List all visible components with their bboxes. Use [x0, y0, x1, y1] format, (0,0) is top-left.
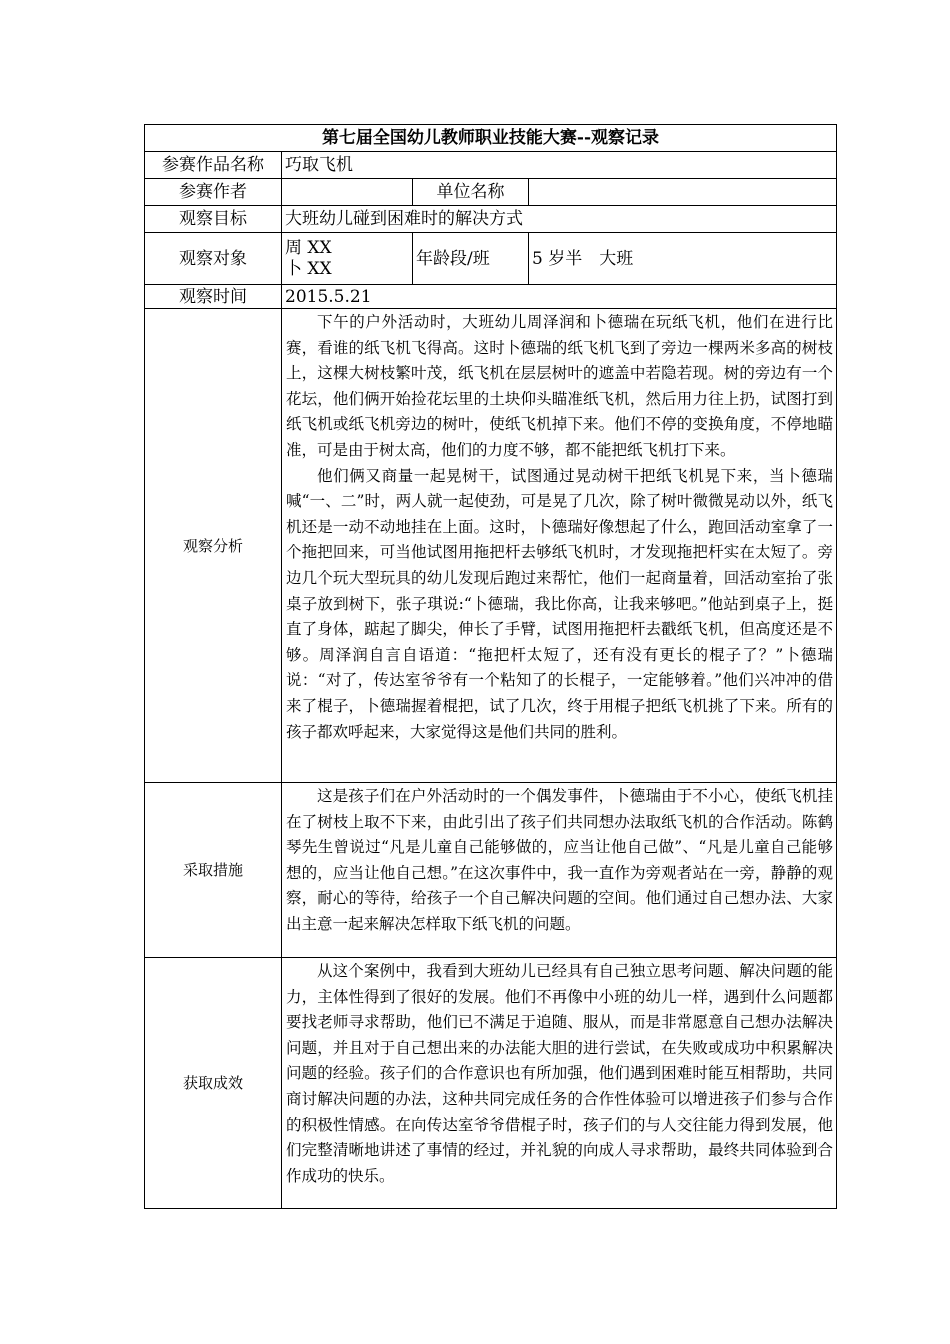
goal-row	[145, 206, 837, 233]
results-body	[282, 958, 837, 1209]
unit-label: 单位名称	[413, 179, 529, 206]
work-name-value: 巧取飞机	[282, 152, 837, 179]
goal-label: 观察目标	[145, 206, 282, 233]
subject-names	[282, 233, 413, 285]
observation-record-table	[144, 124, 837, 1209]
title-row	[145, 125, 837, 152]
measures-paragraph: 这是孩子们在户外活动时的一个偶发事件，卜德瑞由于不小心，使纸飞机挂在了树枝上取不下来，由此引出了孩子们共同想办法取纸飞机的合作活动。陈鹤琴先生曾说过“凡是儿童自己能够做的，应当让他自己做”、“凡是儿童自己能够想的，应当让他自己想。”在这次事件中，我一直作为旁观者站在一旁，静静的观察，耐心的等待，给孩子一个自己解决问题的空间。他们通过自己想办法、大家出主意一起来解决怎样取下纸飞机的问题。	[286, 787, 833, 933]
analysis-paragraph: 下午的户外活动时，大班幼儿周泽润和卜德瑞在玩纸飞机，他们在进行比赛，看谁的纸飞机飞得高。这时卜德瑞的纸飞机飞到了旁边一棵两米多高的树枝上，这棵大树枝繁叶茂，纸飞机在层层树叶的遮盖中若隐若现。树的旁边有一个花坛，他们俩开始捡花坛里的土块仰头瞄准纸飞机，然后用力往上扔，试图打到纸飞机或纸飞机旁边的树叶，使纸飞机掉下来。他们不停的变换角度，不停地瞄准，可是由于树太高，他们的力度不够，都不能把纸飞机打下来。	[286, 313, 833, 459]
age-label: 年龄段/班	[413, 233, 529, 285]
author-label: 参赛作者	[145, 179, 282, 206]
analysis-paragraph: 他们俩又商量一起晃树干，试图通过晃动树干把纸飞机晃下来，当卜德瑞喊“一、二”时，两人就一起使劲，可是晃了几次，除了树叶微微晃动以外，纸飞机还是一动不动地挂在上面。这时，卜德瑞好像想起了什么，跑回活动室拿了一个拖把回来，可当他试图用拖把杆去够纸飞机时，才发现拖把杆实在太短了。旁边几个玩大型玩具的幼儿发现后跑过来帮忙，他们一起商量着，回活动室抬了张桌子放到树下，张子琪说:“卜德瑞，我比你高，让我来够吧。”他站到桌子上，挺直了身体，踮起了脚尖，伸长了手臂，试图用拖把杆去戳纸飞机，但高度还是不够。周泽润自言自语道：“拖把杆太短了，还有没有更长的棍子了？”卜德瑞说：“对了，传达室爷爷有一个粘知了的长棍子，一定能够着。”他们兴冲冲的借来了棍子，卜德瑞握着棍把，试了几次，终于用棍子把纸飞机挑了下来。所有的孩子都欢呼起来，大家觉得这是他们共同的胜利。	[286, 466, 833, 741]
subject-label: 观察对象	[145, 233, 282, 285]
time-row	[145, 285, 837, 309]
time-label: 观察时间	[145, 285, 282, 309]
subject-name: 周 XX	[285, 237, 332, 258]
author-row	[145, 179, 837, 206]
analysis-body	[282, 309, 837, 783]
analysis-label: 观察分析	[145, 309, 282, 783]
goal-value: 大班幼儿碰到困难时的解决方式	[282, 206, 837, 233]
author-value	[282, 179, 413, 206]
subject-row	[145, 233, 837, 285]
measures-label: 采取措施	[145, 783, 282, 958]
results-paragraph: 从这个案例中，我看到大班幼儿已经具有自己独立思考问题、解决问题的能力，主体性得到了很好的发展。他们不再像中小班的幼儿一样，遇到什么问题都要找老师寻求帮助，他们已不满足于追随、服从，而是非常愿意自己想办法解决问题，并且对于自己想出来的办法能大胆的进行尝试，在失败或成功中积累解决问题的经验。孩子们的合作意识也有所加强，他们遇到困难时能互相帮助，共同商讨解决问题的办法，这种共同完成任务的合作性体验可以增进孩子们参与合作的积极性情感。在向传达室爷爷借棍子时，孩子们的与人交往能力得到发展，他们完整清晰地讲述了事情的经过，并礼貌的向成人寻求帮助，最终共同体验到合作成功的快乐。	[286, 962, 833, 1185]
record-title: 第七届全国幼儿教师职业技能大赛--观察记录	[145, 125, 837, 152]
age-value: 5 岁半 大班	[529, 233, 837, 285]
measures-row	[145, 783, 837, 958]
subject-name: 卜 XX	[285, 258, 332, 279]
analysis-row	[145, 309, 837, 783]
time-value: 2015.5.21	[282, 285, 837, 309]
results-label: 获取成效	[145, 958, 282, 1209]
measures-body	[282, 783, 837, 958]
work-name-label: 参赛作品名称	[145, 152, 282, 179]
work-name-row	[145, 152, 837, 179]
unit-value	[529, 179, 837, 206]
results-row	[145, 958, 837, 1209]
